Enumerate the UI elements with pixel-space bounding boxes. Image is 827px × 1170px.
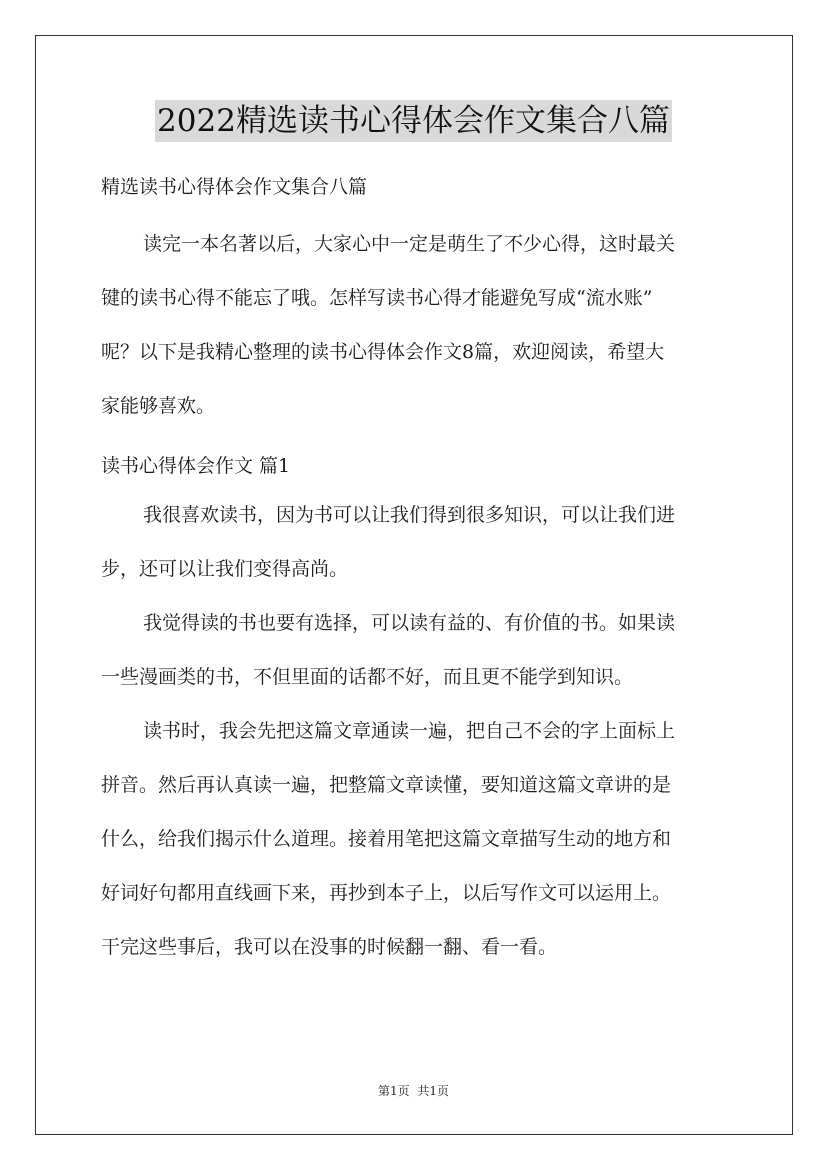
intro-line: 键的读书心得不能忘了哦。怎样写读书心得才能避免写成“流水账” [101,287,653,309]
document-body [101,174,727,988]
intro-line: 呢？以下是我精心整理的读书心得体会作文8篇，欢迎阅读，希望大 [101,341,665,363]
intro-paragraph [101,231,727,420]
paragraph-3 [101,718,727,961]
paragraph-line: 读书时，我会先把这篇文章通读一遍，把自己不会的字上面标上 [143,720,676,742]
document-title: 2022精选读书心得体会作文集合八篇 [155,100,672,142]
document-subtitle: 精选读书心得体会作文集合八篇 [101,176,368,198]
page-footer [0,1082,827,1100]
paragraph-line: 我觉得读的书也要有选择，可以读有益的、有价值的书。如果读 [143,612,676,634]
paragraph-2 [101,610,727,691]
intro-line: 家能够喜欢。 [101,395,216,417]
paragraph-line: 一些漫画类的书，不但里面的话都不好，而且更不能学到知识。 [101,666,634,688]
paragraph-line: 我很喜欢读书，因为书可以让我们得到很多知识，可以让我们进 [143,504,676,526]
paragraph-line: 干完这些事后，我可以在没事的时候翻一翻、看一看。 [101,936,558,958]
section-heading: 读书心得体会作文 篇1 [101,455,291,477]
title-container [0,100,827,142]
page-total: 共1页 [417,1084,449,1098]
paragraph-line: 好词好句都用直线画下来，再抄到本子上，以后写作文可以运用上。 [101,882,672,904]
paragraph-1 [101,502,727,583]
intro-line: 读完一本名著以后，大家心中一定是萌生了不少心得，这时最关 [143,233,676,255]
paragraph-line: 什么，给我们揭示什么道理。接着用笔把这篇文章描写生动的地方和 [101,828,672,850]
paragraph-line: 拼音。然后再认真读一遍，把整篇文章读懂，要知道这篇文章讲的是 [101,774,672,796]
page-number: 第1页 [378,1084,410,1098]
paragraph-line: 步，还可以让我们变得高尚。 [101,558,349,580]
